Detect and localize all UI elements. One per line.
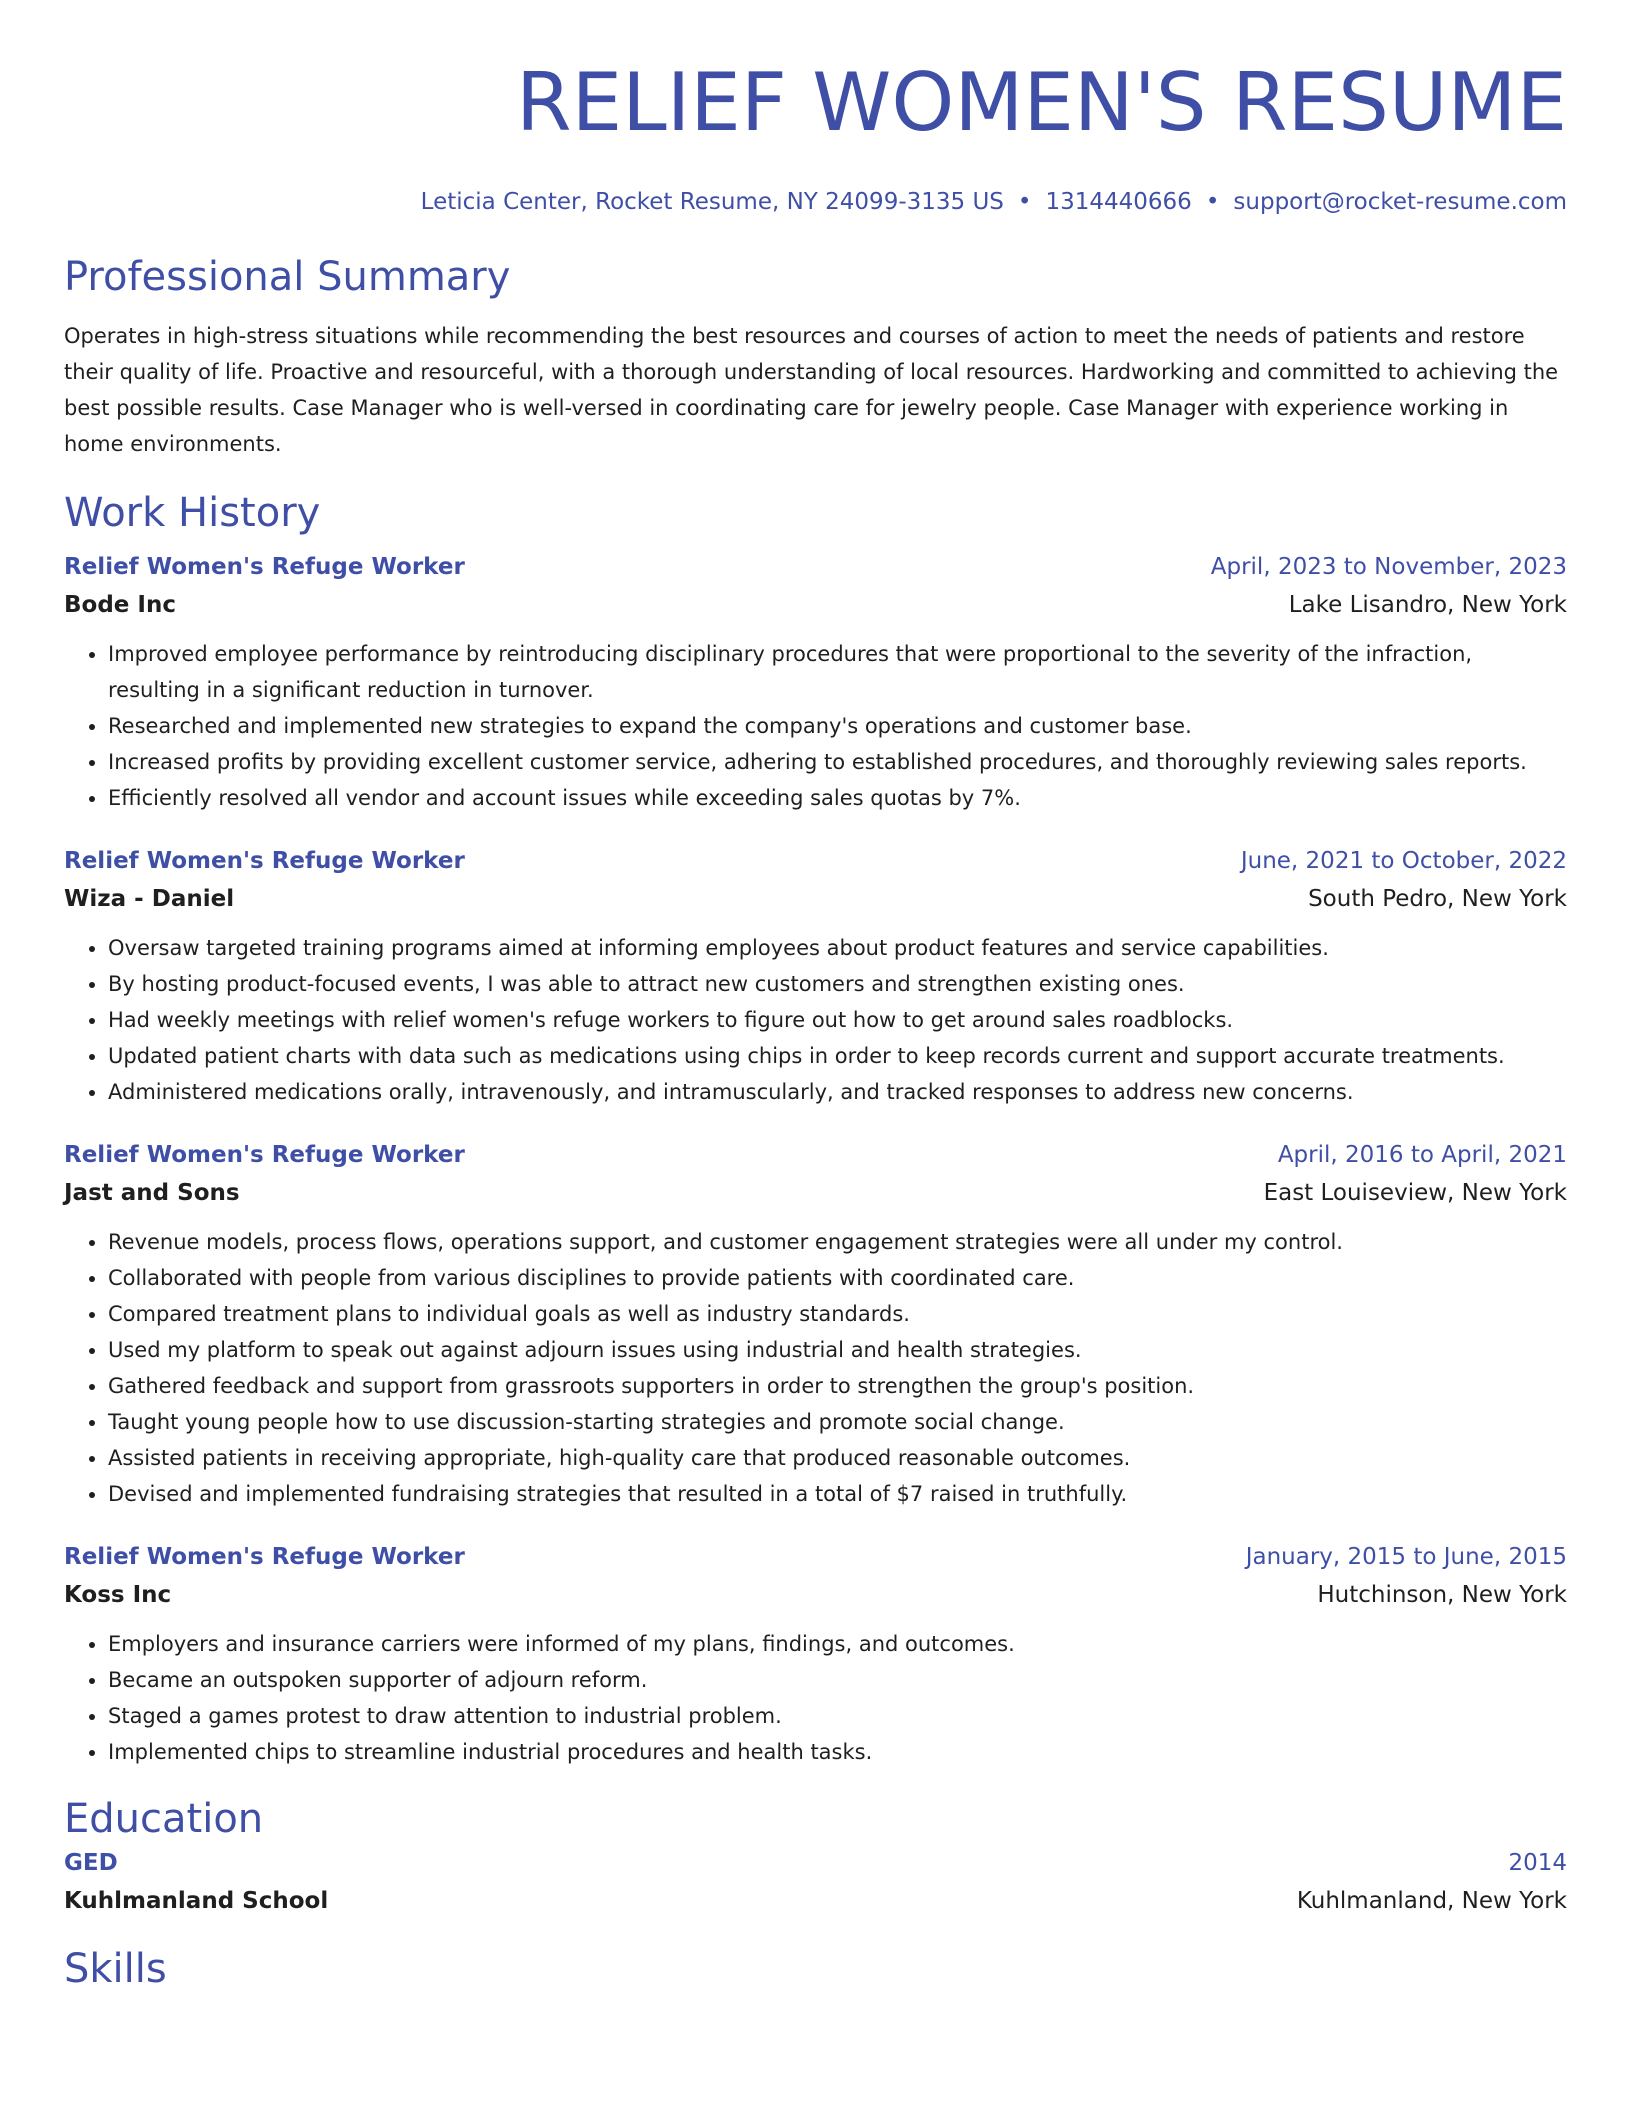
job-bullet: • Updated patient charts with data such as medications using chips in order to keep records current and support accurate treatments.	[108, 1038, 1567, 1074]
section-title-work-history: Work History	[64, 490, 321, 536]
job-bullet-list	[64, 636, 1567, 816]
contact-separator: •	[1205, 189, 1220, 215]
contact-address: Leticia Center, Rocket Resume, NY 24099-3135 US	[420, 189, 1004, 215]
job-bullet: • Implemented chips to streamline industrial procedures and health tasks.	[108, 1734, 1567, 1770]
summary-text: Operates in high-stress situations while recommending the best resources and courses of action to meet the needs of patients and restore their quality of life. Proactive and resourceful, with a thorough understanding of local resources. Hardworking and committed to achieving the best possible results. Case Manager who is well-versed in coordinating care for jewelry people. Case Manager with experience working in home environments.	[64, 324, 1559, 456]
job-bullet: • Devised and implemented fundraising strategies that resulted in a total of $7 raised in truthfully.	[108, 1476, 1567, 1512]
job-header-row	[64, 548, 1567, 586]
job-bullet: • Had weekly meetings with relief women's refuge workers to figure out how to get around sales roadblocks.	[108, 1002, 1567, 1038]
job-title: Relief Women's Refuge Worker	[64, 848, 465, 874]
job-title: Relief Women's Refuge Worker	[64, 1544, 465, 1570]
job-company-row	[64, 1174, 1567, 1212]
education-year: 2014	[1508, 1850, 1567, 1876]
resume-header	[64, 0, 1567, 218]
job-location: Lake Lisandro, New York	[1288, 592, 1567, 618]
resume-name: RELIEF WOMEN'S RESUME	[515, 56, 1567, 149]
work-history-list	[64, 548, 1567, 1770]
job-company: Jast and Sons	[64, 1180, 240, 1206]
job-bullet: • Assisted patients in receiving appropriate, high-quality care that produced reasonable outcomes.	[108, 1440, 1567, 1476]
job-bullet: • Efficiently resolved all vendor and account issues while exceeding sales quotas by 7%.	[108, 780, 1567, 816]
job-bullet: • By hosting product-focused events, I was able to attract new customers and strengthen existing ones.	[108, 966, 1567, 1002]
job-header-row	[64, 1538, 1567, 1576]
job-location: East Louiseview, New York	[1263, 1180, 1567, 1206]
job-entry	[64, 1136, 1567, 1512]
education-school-row	[64, 1882, 1567, 1920]
education-header-row	[64, 1844, 1567, 1882]
job-bullet: • Revenue models, process flows, operations support, and customer engagement strategies were all under my control.	[108, 1224, 1567, 1260]
job-header-row	[64, 842, 1567, 880]
job-company-row	[64, 1576, 1567, 1614]
job-company: Wiza - Daniel	[64, 886, 235, 912]
education-entry	[64, 1844, 1567, 1920]
contact-phone: 1314440666	[1045, 189, 1192, 215]
job-company: Bode Inc	[64, 592, 176, 618]
education-location: Kuhlmanland, New York	[1296, 1888, 1567, 1914]
job-bullet: • Improved employee performance by reintroducing disciplinary procedures that were proportional to the severity of the infraction, resulting in a significant reduction in turnover.	[108, 636, 1567, 708]
job-bullet: • Taught young people how to use discussion-starting strategies and promote social change.	[108, 1404, 1567, 1440]
job-bullet: • Compared treatment plans to individual goals as well as industry standards.	[108, 1296, 1567, 1332]
job-company-row	[64, 880, 1567, 918]
education-degree: GED	[64, 1850, 118, 1876]
job-entry	[64, 548, 1567, 816]
section-title-skills: Skills	[64, 1946, 167, 1992]
job-bullet: • Used my platform to speak out against adjourn issues using industrial and health strategies.	[108, 1332, 1567, 1368]
job-header-row	[64, 1136, 1567, 1174]
job-bullet: • Employers and insurance carriers were informed of my plans, findings, and outcomes.	[108, 1626, 1567, 1662]
job-bullet: • Administered medications orally, intravenously, and intramuscularly, and tracked responses to address new concerns.	[108, 1074, 1567, 1110]
section-title-summary: Professional Summary	[64, 254, 511, 300]
job-bullet: • Staged a games protest to draw attention to industrial problem.	[108, 1698, 1567, 1734]
job-company: Koss Inc	[64, 1582, 172, 1608]
job-location: Hutchinson, New York	[1317, 1582, 1567, 1608]
education-school: Kuhlmanland School	[64, 1888, 329, 1914]
job-entry	[64, 842, 1567, 1110]
job-dates: January, 2015 to June, 2015	[1245, 1544, 1567, 1570]
job-title: Relief Women's Refuge Worker	[64, 554, 465, 580]
job-dates: June, 2021 to October, 2022	[1240, 848, 1567, 874]
job-dates: April, 2023 to November, 2023	[1210, 554, 1567, 580]
job-bullet: • Researched and implemented new strategies to expand the company's operations and customer base.	[108, 708, 1567, 744]
job-bullet: • Increased profits by providing excellent customer service, adhering to established procedures, and thoroughly reviewing sales reports.	[108, 744, 1567, 780]
resume-page	[64, 0, 1567, 1994]
contact-separator: •	[1017, 189, 1032, 215]
job-title: Relief Women's Refuge Worker	[64, 1142, 465, 1168]
contact-line	[64, 186, 1567, 218]
job-bullet: • Oversaw targeted training programs aimed at informing employees about product features and service capabilities.	[108, 930, 1567, 966]
job-bullet: • Became an outspoken supporter of adjourn reform.	[108, 1662, 1567, 1698]
contact-email: support@rocket-resume.com	[1233, 189, 1567, 215]
job-bullet: • Collaborated with people from various disciplines to provide patients with coordinated care.	[108, 1260, 1567, 1296]
job-bullet-list	[64, 1224, 1567, 1512]
job-bullet-list	[64, 930, 1567, 1110]
job-bullet: • Gathered feedback and support from grassroots supporters in order to strengthen the group's position.	[108, 1368, 1567, 1404]
job-bullet-list	[64, 1626, 1567, 1770]
section-title-education: Education	[64, 1796, 264, 1842]
job-location: South Pedro, New York	[1308, 886, 1567, 912]
job-company-row	[64, 586, 1567, 624]
job-dates: April, 2016 to April, 2021	[1277, 1142, 1567, 1168]
job-entry	[64, 1538, 1567, 1770]
